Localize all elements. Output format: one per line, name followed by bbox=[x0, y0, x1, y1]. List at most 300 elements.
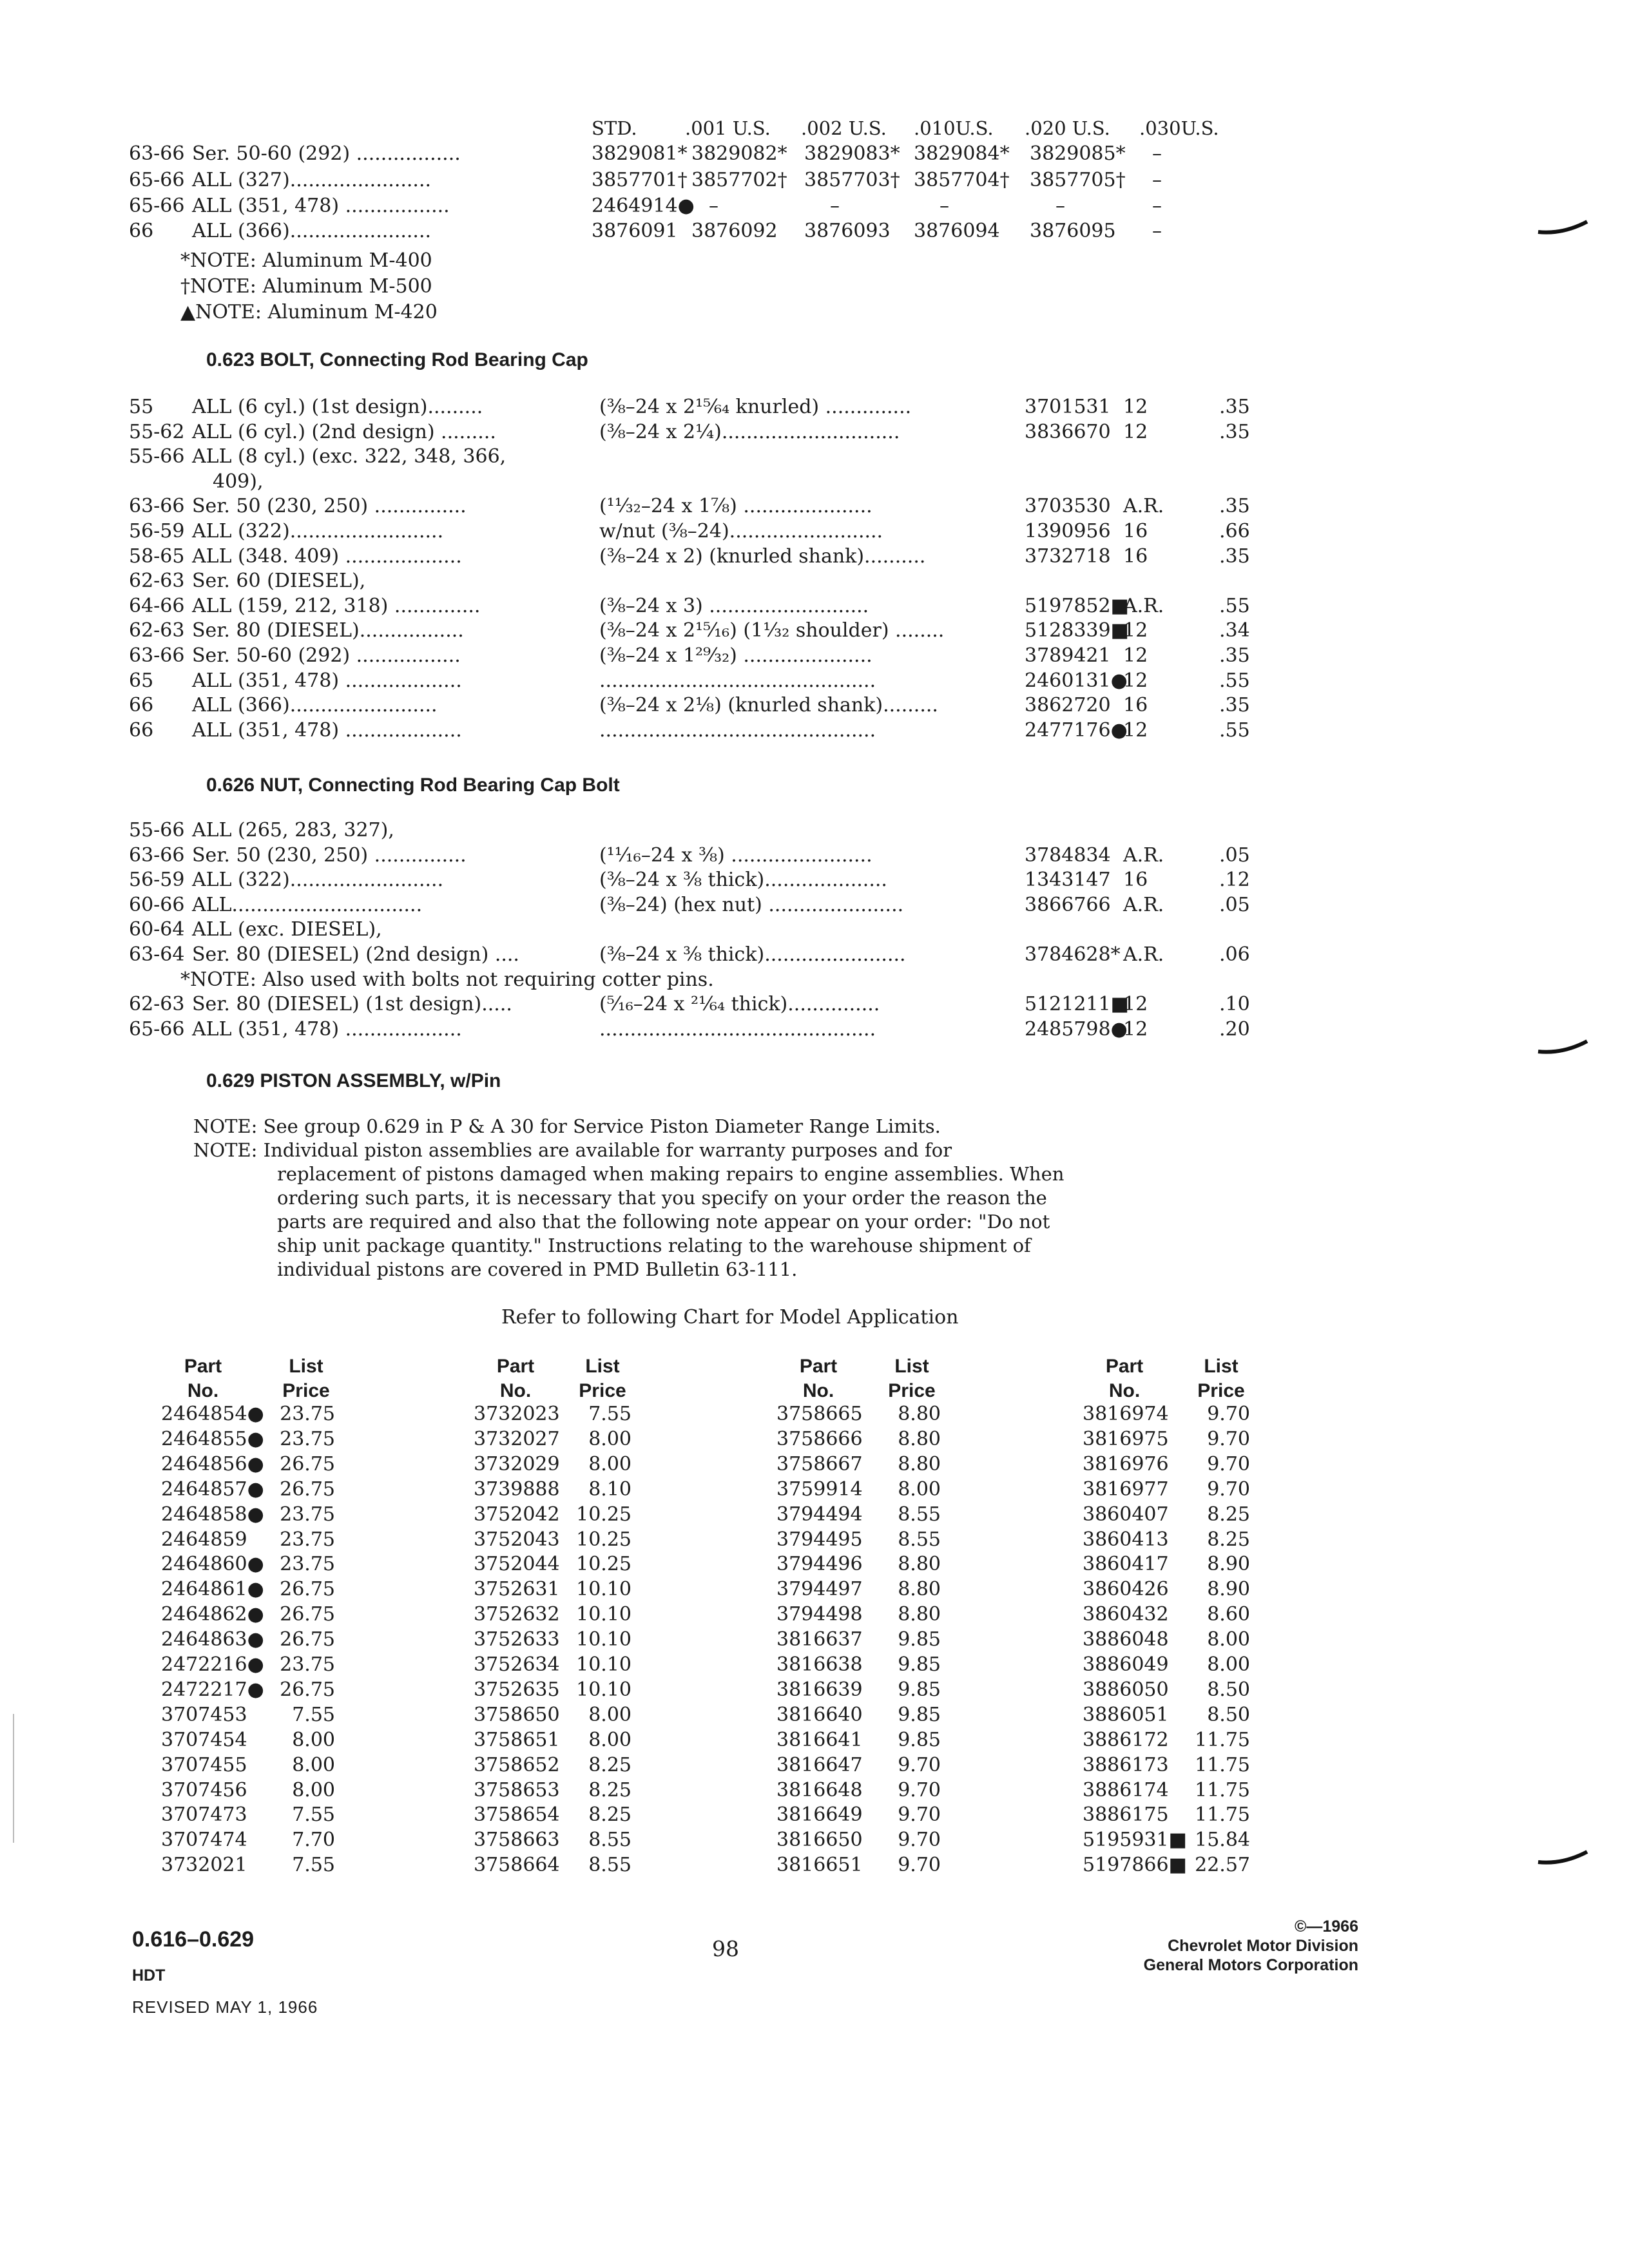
bolt-row-qty: 12 bbox=[1123, 619, 1148, 642]
chart-list-price: 7.70 bbox=[292, 1829, 335, 1852]
chart-part-number: 3794495 bbox=[776, 1528, 863, 1551]
chart-list-price: 26.75 bbox=[280, 1477, 335, 1501]
bolt-row-desc: ALL (159, 212, 318) .............. bbox=[192, 594, 481, 617]
chart-list-price: 8.50 bbox=[1207, 1678, 1250, 1701]
chart-part-number: 2464857● bbox=[161, 1477, 264, 1501]
chart-list-price: 8.60 bbox=[1207, 1603, 1250, 1626]
chart-list-price: 8.00 bbox=[292, 1728, 335, 1751]
chart-list-price: 8.80 bbox=[898, 1578, 941, 1601]
chart-part-number: 3732027 bbox=[474, 1427, 560, 1450]
chart-part-number: 3732021 bbox=[161, 1854, 247, 1877]
bolt-row-price: .35 bbox=[1219, 420, 1250, 443]
chart-list-price: 23.75 bbox=[280, 1553, 335, 1576]
chart-part-number: 3794497 bbox=[776, 1578, 863, 1601]
chart-part-number: 2464863● bbox=[161, 1628, 264, 1651]
chart-list-price: 8.80 bbox=[898, 1553, 941, 1576]
size-col-header: .001 U.S. bbox=[685, 117, 771, 139]
chart-list-price: 8.00 bbox=[588, 1703, 631, 1726]
chart-part-number: 3759914 bbox=[776, 1477, 863, 1501]
bolt-row-desc: ALL (8 cyl.) (exc. 322, 348, 366, bbox=[192, 445, 506, 468]
chart-part-number: 2472217● bbox=[161, 1678, 264, 1701]
chart-list-price: 8.55 bbox=[898, 1528, 941, 1551]
chart-list-price: 23.75 bbox=[280, 1653, 335, 1676]
bolt-row-desc: ALL (351, 478) ................... bbox=[192, 669, 462, 692]
size-cell: 3829083* bbox=[804, 142, 900, 165]
chart-part-number: 3816647 bbox=[776, 1753, 863, 1776]
chart-list-price: 9.70 bbox=[898, 1829, 941, 1852]
nut-row-years: 60-66 bbox=[129, 893, 185, 916]
size-cell: 3829082* bbox=[691, 142, 787, 165]
nut-row-price: .10 bbox=[1219, 993, 1250, 1016]
size-cell: 3857704† bbox=[914, 169, 1010, 191]
nut-row-qty: A.R. bbox=[1123, 843, 1164, 867]
chart-list-price: 10.10 bbox=[576, 1678, 631, 1701]
chart-list-price: 26.75 bbox=[280, 1628, 335, 1651]
bolt-row-qty: 12 bbox=[1123, 644, 1148, 667]
chart-list-price: 8.90 bbox=[1207, 1578, 1250, 1601]
bolt-row-years: 62-63 bbox=[129, 570, 185, 593]
chart-list-price: 9.85 bbox=[898, 1678, 941, 1701]
chart-part-number: 3758663 bbox=[474, 1829, 560, 1852]
bolt-row-desc: Ser. 50 (230, 250) ............... bbox=[192, 495, 467, 518]
nut-row-years: 56-59 bbox=[129, 869, 185, 892]
chart-part-number: 3739888 bbox=[474, 1477, 560, 1501]
size-cell: – bbox=[940, 195, 949, 217]
size-cell: 3829084* bbox=[914, 142, 1010, 165]
bolt-row-years: 64-66 bbox=[129, 594, 185, 617]
bolt-row-price: .35 bbox=[1219, 544, 1250, 568]
copyright: ©—1966 bbox=[1294, 1917, 1358, 1936]
chart-list-price: 9.70 bbox=[898, 1803, 941, 1827]
chart-part-number: 3816649 bbox=[776, 1803, 863, 1827]
chart-part-number: 3752044 bbox=[474, 1553, 560, 1576]
nut-row-spec: (⅜–24) (hex nut) ...................... bbox=[599, 893, 904, 916]
nut-row-years: 60-64 bbox=[129, 918, 185, 941]
chart-part-number: 3886051 bbox=[1083, 1703, 1169, 1726]
bolt-row-price: .66 bbox=[1219, 520, 1250, 543]
chart-part-number: 3758654 bbox=[474, 1803, 560, 1827]
bolt-row-years: 55-66 bbox=[129, 445, 185, 468]
size-col-header: .002 U.S. bbox=[801, 117, 887, 139]
bolt-row-qty: A.R. bbox=[1123, 495, 1164, 518]
chart-header-price: List bbox=[585, 1356, 620, 1377]
chart-part-number: 3707473 bbox=[161, 1803, 247, 1827]
nut-row-years: 62-63 bbox=[129, 993, 185, 1016]
bolt-row-spec: w/nut (⅜–24)......................... bbox=[599, 520, 883, 543]
chart-part-number: 3758652 bbox=[474, 1753, 560, 1776]
bolt-row-desc: Ser. 60 (DIESEL), bbox=[192, 570, 366, 593]
chart-part-number: 3886050 bbox=[1083, 1678, 1169, 1701]
chart-list-price: 8.00 bbox=[588, 1728, 631, 1751]
size-cell: – bbox=[1152, 195, 1162, 217]
chart-list-price: 23.75 bbox=[280, 1403, 335, 1425]
nut-row-part: 1343147 bbox=[1025, 869, 1111, 892]
chart-part-number: 3707456 bbox=[161, 1778, 247, 1802]
chart-part-number: 3752043 bbox=[474, 1528, 560, 1551]
bolt-row-part: 2460131● bbox=[1025, 669, 1128, 692]
size-cell: 3857705† bbox=[1030, 169, 1126, 191]
size-cell: 3829081* bbox=[592, 142, 688, 165]
nut-row-part: 3784628* bbox=[1025, 943, 1121, 966]
chart-list-price: 9.70 bbox=[898, 1778, 941, 1802]
size-cell: 3876092 bbox=[691, 220, 778, 242]
chart-part-number: 3886172 bbox=[1083, 1728, 1169, 1751]
chart-header-price: List bbox=[894, 1356, 929, 1377]
bolt-row-spec: (⅜–24 x 2¹⁵⁄₆₄ knurled) .............. bbox=[599, 396, 912, 418]
chart-part-number: 3816641 bbox=[776, 1728, 863, 1751]
bolt-row-qty: 16 bbox=[1123, 520, 1148, 543]
chart-list-price: 8.80 bbox=[898, 1403, 941, 1425]
chart-part-number: 2472216● bbox=[161, 1653, 264, 1676]
nut-row-part: 3784834 bbox=[1025, 843, 1111, 867]
corporation-name: General Motors Corporation bbox=[1143, 1956, 1358, 1974]
section-title-629: 0.629 PISTON ASSEMBLY, w/Pin bbox=[206, 1070, 501, 1091]
nut-row-desc: ALL (322)......................... bbox=[192, 869, 444, 892]
bolt-row-years: 55-62 bbox=[129, 420, 185, 443]
note-line: NOTE: Individual piston assemblies are available for warranty purposes and for bbox=[193, 1139, 952, 1161]
chart-list-price: 26.75 bbox=[280, 1678, 335, 1701]
chart-list-price: 8.25 bbox=[1207, 1503, 1250, 1526]
bolt-row-part: 3732718 bbox=[1025, 544, 1111, 568]
bolt-row-part: 3789421 bbox=[1025, 644, 1111, 667]
bolt-row-spec: (⅜–24 x 2¼)............................. bbox=[599, 420, 900, 443]
size-row-years: 63-66 bbox=[129, 142, 185, 165]
chart-list-price: 7.55 bbox=[292, 1854, 335, 1877]
chart-list-price: 11.75 bbox=[1195, 1803, 1250, 1827]
chart-list-price: 8.55 bbox=[898, 1503, 941, 1526]
chart-list-price: 8.90 bbox=[1207, 1553, 1250, 1576]
chart-part-number: 3816640 bbox=[776, 1703, 863, 1726]
nut-row-price: .12 bbox=[1219, 869, 1250, 892]
bolt-row-spec: ............................................. bbox=[599, 718, 876, 742]
chart-part-number: 3816639 bbox=[776, 1678, 863, 1701]
nut-row-part: 3866766 bbox=[1025, 893, 1111, 916]
chart-list-price: 8.25 bbox=[588, 1778, 631, 1802]
chart-list-price: 23.75 bbox=[280, 1427, 335, 1450]
division-name: Chevrolet Motor Division bbox=[1168, 1937, 1358, 1955]
chart-list-price: 10.10 bbox=[576, 1578, 631, 1601]
chart-part-number: 3707455 bbox=[161, 1753, 247, 1776]
chart-part-number: 5197866■ bbox=[1083, 1854, 1187, 1877]
nut-row-spec: (⅜–24 x ⅜ thick)....................... bbox=[599, 943, 906, 966]
chart-part-number: 2464855● bbox=[161, 1427, 264, 1450]
chart-header-price: List bbox=[1204, 1356, 1239, 1377]
chart-list-price: 10.10 bbox=[576, 1628, 631, 1651]
bolt-row-years: 63-66 bbox=[129, 644, 185, 667]
bolt-row-part: 3703530 bbox=[1025, 495, 1111, 518]
size-col-header: .020 U.S. bbox=[1025, 117, 1110, 139]
page-number: 98 bbox=[712, 1936, 739, 1961]
bolt-row-part: 2477176● bbox=[1025, 718, 1128, 742]
chart-part-number: 3886048 bbox=[1083, 1628, 1169, 1651]
chart-header-price: Price bbox=[888, 1380, 936, 1401]
chart-part-number: 3816648 bbox=[776, 1778, 863, 1802]
chart-part-number: 3758651 bbox=[474, 1728, 560, 1751]
nut-row-desc: Ser. 80 (DIESEL) (1st design)..... bbox=[192, 993, 512, 1016]
chart-part-number: 3816650 bbox=[776, 1829, 863, 1852]
nut-row-desc: *NOTE: Also used with bolts not requiring cotter pins. bbox=[180, 968, 714, 991]
nut-row-qty: A.R. bbox=[1123, 893, 1164, 916]
chart-part-number: 3758650 bbox=[474, 1703, 560, 1726]
bolt-row-spec: (⅜–24 x 2¹⁵⁄₁₆) (1⅓₂ shoulder) ........ bbox=[599, 619, 945, 642]
note-line: NOTE: See group 0.629 in P & A 30 for Service Piston Diameter Range Limits. bbox=[193, 1115, 941, 1137]
bolt-row-desc: Ser. 50-60 (292) ................. bbox=[192, 644, 461, 667]
bolt-row-price: .35 bbox=[1219, 644, 1250, 667]
nut-row-part: 2485798● bbox=[1025, 1017, 1128, 1041]
chart-list-price: 9.70 bbox=[1207, 1403, 1250, 1425]
chart-list-price: 8.55 bbox=[588, 1829, 631, 1852]
size-cell: – bbox=[709, 195, 718, 217]
chart-list-price: 8.25 bbox=[588, 1753, 631, 1776]
chart-part-number: 3816637 bbox=[776, 1628, 863, 1651]
footer-publisher bbox=[1144, 1917, 1358, 1975]
chart-header-part: No. bbox=[499, 1380, 532, 1401]
bolt-row-desc: ALL (322)......................... bbox=[192, 520, 444, 543]
size-note: †NOTE: Aluminum M-500 bbox=[180, 275, 432, 298]
chart-list-price: 9.70 bbox=[898, 1854, 941, 1877]
chart-part-number: 2464861● bbox=[161, 1578, 264, 1601]
chart-list-price: 8.00 bbox=[1207, 1628, 1250, 1651]
chart-header-part: Part bbox=[184, 1356, 222, 1377]
chart-part-number: 3752635 bbox=[474, 1678, 560, 1701]
chart-list-price: 7.55 bbox=[292, 1703, 335, 1726]
bolt-row-years: 58-65 bbox=[129, 544, 185, 568]
chart-part-number: 3752042 bbox=[474, 1503, 560, 1526]
nut-row-desc: Ser. 50 (230, 250) ............... bbox=[192, 843, 467, 867]
chart-part-number: 3758665 bbox=[776, 1403, 863, 1425]
size-cell: – bbox=[830, 195, 840, 217]
chart-part-number: 3758667 bbox=[776, 1452, 863, 1475]
chart-part-number: 3816976 bbox=[1083, 1452, 1169, 1475]
nut-row-desc: ALL (351, 478) ................... bbox=[192, 1017, 462, 1041]
chart-part-number: 3794498 bbox=[776, 1603, 863, 1626]
bolt-row-price: .35 bbox=[1219, 694, 1250, 717]
bolt-row-part: 5128339■ bbox=[1025, 619, 1129, 642]
chart-list-price: 8.50 bbox=[1207, 1703, 1250, 1726]
bolt-row-part: 3701531 bbox=[1025, 396, 1111, 418]
nut-row-spec: ............................................. bbox=[599, 1017, 876, 1041]
chart-part-number: 3794494 bbox=[776, 1503, 863, 1526]
size-note: ▲NOTE: Aluminum M-420 bbox=[180, 301, 438, 323]
nut-row-years: 63-64 bbox=[129, 943, 185, 966]
nut-row-price: .06 bbox=[1219, 943, 1250, 966]
note-line: individual pistons are covered in PMD Bulletin 63-111. bbox=[277, 1258, 798, 1280]
nut-row-desc: ALL (265, 283, 327), bbox=[192, 819, 394, 841]
chart-list-price: 7.55 bbox=[588, 1403, 631, 1425]
nut-row-desc: ALL............................... bbox=[192, 893, 423, 916]
footer-group-range: 0.616–0.629 bbox=[132, 1927, 255, 1952]
chart-list-price: 9.70 bbox=[1207, 1427, 1250, 1450]
chart-part-number: 3816975 bbox=[1083, 1427, 1169, 1450]
bolt-row-price: .55 bbox=[1219, 669, 1250, 692]
size-row-desc: Ser. 50-60 (292) ................. bbox=[192, 142, 461, 165]
chart-list-price: 26.75 bbox=[280, 1452, 335, 1475]
chart-list-price: 9.85 bbox=[898, 1703, 941, 1726]
footer-code: HDT bbox=[132, 1966, 166, 1984]
chart-part-number: 3816651 bbox=[776, 1854, 863, 1877]
nut-row-price: .05 bbox=[1219, 843, 1250, 867]
bolt-row-desc: Ser. 80 (DIESEL)................. bbox=[192, 619, 464, 642]
bolt-row-spec: (⅜–24 x 3) .......................... bbox=[599, 594, 869, 617]
nut-row-years: 63-66 bbox=[129, 843, 185, 867]
nut-row-spec: (¹¹⁄₁₆–24 x ⅜) ....................... bbox=[599, 843, 872, 867]
chart-part-number: 3816974 bbox=[1083, 1403, 1169, 1425]
chart-list-price: 8.10 bbox=[588, 1477, 631, 1501]
chart-header-price: Price bbox=[1197, 1380, 1245, 1401]
bolt-row-part: 1390956 bbox=[1025, 520, 1111, 543]
bolt-row-price: .34 bbox=[1219, 619, 1250, 642]
bolt-row-spec: (⅜–24 x 1²⁹⁄₃₂) ..................... bbox=[599, 644, 872, 667]
bolt-row-years: 66 bbox=[129, 718, 154, 742]
chart-header-part: Part bbox=[1105, 1356, 1144, 1377]
chart-header-price: List bbox=[289, 1356, 323, 1377]
size-cell: – bbox=[1152, 169, 1162, 191]
bolt-row-spec: (¹¹⁄₃₂–24 x 1⅞) ..................... bbox=[599, 495, 872, 518]
bolt-row-years: 56-59 bbox=[129, 520, 185, 543]
bolt-row-qty: A.R. bbox=[1123, 594, 1164, 617]
size-row-desc: ALL (366)....................... bbox=[192, 220, 432, 242]
section-title-626: 0.626 NUT, Connecting Rod Bearing Cap Bolt bbox=[206, 774, 620, 796]
chart-part-number: 2464860● bbox=[161, 1553, 264, 1576]
chart-list-price: 23.75 bbox=[280, 1528, 335, 1551]
bolt-row-years: 65 bbox=[129, 669, 154, 692]
nut-row-part: 5121211■ bbox=[1025, 993, 1129, 1016]
bolt-row-spec: ............................................. bbox=[599, 669, 876, 692]
chart-list-price: 8.25 bbox=[588, 1803, 631, 1827]
size-col-header: .010U.S. bbox=[914, 117, 994, 139]
bolt-row-spec: (⅜–24 x 2) (knurled shank).......... bbox=[599, 544, 926, 568]
chart-list-price: 9.70 bbox=[1207, 1477, 1250, 1501]
nut-row-desc: ALL (exc. DIESEL), bbox=[192, 918, 382, 941]
size-cell: – bbox=[1152, 220, 1162, 242]
chart-part-number: 3816977 bbox=[1083, 1477, 1169, 1501]
chart-list-price: 7.55 bbox=[292, 1803, 335, 1827]
chart-part-number: 3752631 bbox=[474, 1578, 560, 1601]
scan-edge-mark bbox=[1537, 1039, 1588, 1055]
bolt-row-years: 63-66 bbox=[129, 495, 185, 518]
size-row-years: 65-66 bbox=[129, 169, 185, 191]
chart-list-price: 10.10 bbox=[576, 1653, 631, 1676]
chart-part-number: 3758666 bbox=[776, 1427, 863, 1450]
chart-part-number: 3732023 bbox=[474, 1403, 560, 1425]
chart-part-number: 3886174 bbox=[1083, 1778, 1169, 1802]
size-cell: – bbox=[1055, 195, 1065, 217]
bolt-row-desc: ALL (366)........................ bbox=[192, 694, 438, 717]
chart-part-number: 2464856● bbox=[161, 1452, 264, 1475]
size-cell: – bbox=[1152, 142, 1162, 165]
footer-revised: REVISED MAY 1, 1966 bbox=[132, 1997, 318, 2017]
bolt-row-qty: 16 bbox=[1123, 544, 1148, 568]
chart-list-price: 8.55 bbox=[588, 1854, 631, 1877]
bolt-row-years: 55 bbox=[129, 396, 154, 418]
chart-list-price: 8.25 bbox=[1207, 1528, 1250, 1551]
bolt-row-desc: ALL (6 cyl.) (2nd design) ......... bbox=[192, 420, 496, 443]
nut-row-price: .05 bbox=[1219, 893, 1250, 916]
chart-list-price: 15.84 bbox=[1195, 1829, 1250, 1852]
chart-list-price: 10.25 bbox=[576, 1503, 631, 1526]
bolt-row-desc: ALL (351, 478) ................... bbox=[192, 718, 462, 742]
size-row-years: 65-66 bbox=[129, 195, 185, 217]
chart-part-number: 3886049 bbox=[1083, 1653, 1169, 1676]
nut-row-spec: (⁵⁄₁₆–24 x ²¹⁄₆₄ thick)............... bbox=[599, 993, 880, 1016]
chart-list-price: 10.25 bbox=[576, 1528, 631, 1551]
chart-list-price: 8.00 bbox=[588, 1452, 631, 1475]
bolt-row-price: .35 bbox=[1219, 495, 1250, 518]
bolt-row-years: 62-63 bbox=[129, 619, 185, 642]
chart-list-price: 9.85 bbox=[898, 1628, 941, 1651]
bolt-row-qty: 12 bbox=[1123, 420, 1148, 443]
size-cell: 3876093 bbox=[804, 220, 891, 242]
nut-row-years: 65-66 bbox=[129, 1017, 185, 1041]
size-cell: 3857703† bbox=[804, 169, 900, 191]
bolt-row-desc: ALL (348. 409) ................... bbox=[192, 544, 462, 568]
note-line: ship unit package quantity." Instructions relating to the warehouse shipment of bbox=[277, 1235, 1031, 1256]
bolt-row-desc: 409), bbox=[213, 470, 264, 493]
chart-list-price: 8.00 bbox=[898, 1477, 941, 1501]
chart-part-number: 3860413 bbox=[1083, 1528, 1169, 1551]
bolt-row-qty: 12 bbox=[1123, 718, 1148, 742]
size-cell: 2464914● bbox=[592, 195, 695, 217]
size-row-desc: ALL (327)....................... bbox=[192, 169, 432, 191]
section-title-623: 0.623 BOLT, Connecting Rod Bearing Cap bbox=[206, 349, 588, 370]
chart-list-price: 8.00 bbox=[292, 1753, 335, 1776]
chart-list-price: 9.85 bbox=[898, 1653, 941, 1676]
chart-list-price: 10.10 bbox=[576, 1603, 631, 1626]
size-cell: 3876094 bbox=[914, 220, 1000, 242]
scan-edge-mark bbox=[1537, 219, 1588, 236]
bolt-row-qty: 12 bbox=[1123, 396, 1148, 418]
chart-caption: Refer to following Chart for Model Application bbox=[501, 1306, 959, 1329]
bolt-row-qty: 12 bbox=[1123, 669, 1148, 692]
chart-header-part: No. bbox=[187, 1380, 219, 1401]
nut-row-qty: A.R. bbox=[1123, 943, 1164, 966]
size-row-years: 66 bbox=[129, 220, 154, 242]
chart-part-number: 3752634 bbox=[474, 1653, 560, 1676]
chart-part-number: 2464858● bbox=[161, 1503, 264, 1526]
chart-list-price: 8.80 bbox=[898, 1603, 941, 1626]
chart-part-number: 3732029 bbox=[474, 1452, 560, 1475]
size-cell: 3857701† bbox=[592, 169, 688, 191]
chart-part-number: 3707453 bbox=[161, 1703, 247, 1726]
chart-list-price: 11.75 bbox=[1195, 1778, 1250, 1802]
chart-list-price: 8.00 bbox=[1207, 1653, 1250, 1676]
chart-part-number: 3860417 bbox=[1083, 1553, 1169, 1576]
chart-header-part: Part bbox=[496, 1356, 535, 1377]
chart-part-number: 5195931■ bbox=[1083, 1829, 1187, 1852]
nut-row-qty: 12 bbox=[1123, 1017, 1148, 1041]
chart-part-number: 3886173 bbox=[1083, 1753, 1169, 1776]
bolt-row-qty: 16 bbox=[1123, 694, 1148, 717]
chart-list-price: 8.80 bbox=[898, 1427, 941, 1450]
bolt-row-part: 3862720 bbox=[1025, 694, 1111, 717]
chart-list-price: 8.80 bbox=[898, 1452, 941, 1475]
chart-part-number: 3752633 bbox=[474, 1628, 560, 1651]
chart-list-price: 26.75 bbox=[280, 1578, 335, 1601]
chart-list-price: 8.00 bbox=[292, 1778, 335, 1802]
size-row-desc: ALL (351, 478) ................. bbox=[192, 195, 450, 217]
chart-part-number: 3886175 bbox=[1083, 1803, 1169, 1827]
chart-part-number: 3707454 bbox=[161, 1728, 247, 1751]
chart-list-price: 9.85 bbox=[898, 1728, 941, 1751]
nut-row-price: .20 bbox=[1219, 1017, 1250, 1041]
chart-list-price: 23.75 bbox=[280, 1503, 335, 1526]
nut-row-qty: 16 bbox=[1123, 869, 1148, 892]
chart-list-price: 22.57 bbox=[1195, 1854, 1250, 1877]
bolt-row-price: .35 bbox=[1219, 396, 1250, 418]
nut-row-years: 55-66 bbox=[129, 819, 185, 841]
chart-part-number: 3816638 bbox=[776, 1653, 863, 1676]
bolt-row-years: 66 bbox=[129, 694, 154, 717]
